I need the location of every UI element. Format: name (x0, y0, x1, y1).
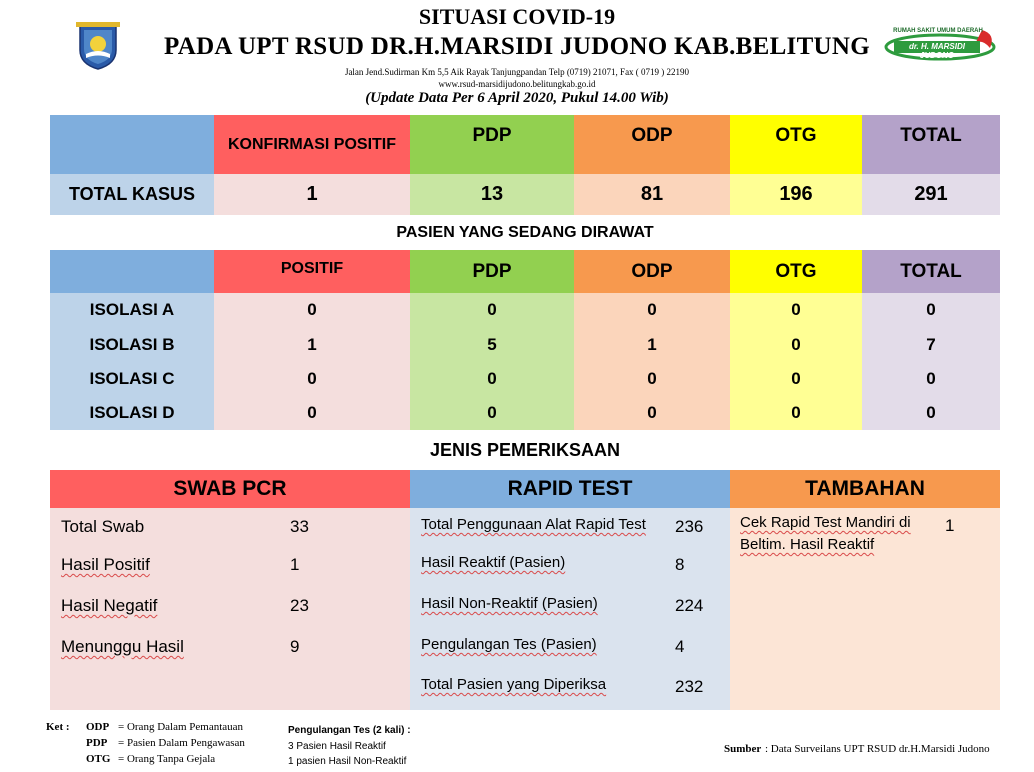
legend-abbr: ODP (86, 721, 110, 733)
repeat-test-line: 3 Pasien Hasil Reaktif (288, 741, 386, 752)
hospital-address: Jalan Jend.Sudirman Km 5,5 Aik Rayak Tanjungpandan Telp (0719) 21071, Fax ( 0719 ) 22190 (344, 67, 690, 77)
table-cell: 0 (307, 369, 317, 388)
table-cell: 7 (926, 334, 936, 354)
hospital-website: www.rsud-marsidijudono.belitungkab.go.id (438, 79, 596, 89)
tambahan-value: 1 (945, 516, 955, 535)
repeat-test-title: Pengulangan Tes (2 kali) : (288, 725, 411, 736)
treated-header-positif: POSITIF (214, 250, 410, 293)
swab-item-label: Hasil Negatif (61, 596, 158, 615)
rapid-item-value: 224 (675, 596, 704, 615)
source-text: : Data Surveilans UPT RSUD dr.H.Marsidi Judono (765, 743, 990, 755)
update-date: (Update Data Per 6 April 2020, Pukul 14.00 Wib) (365, 90, 669, 106)
summary-header-odp: ODP (574, 115, 730, 174)
table-cell: 1 (307, 334, 317, 354)
summary-row-label: TOTAL KASUS (50, 174, 214, 215)
table-cell: 0 (791, 334, 801, 354)
table-cell: 0 (647, 403, 657, 422)
tambahan-panel-title: TAMBAHAN (730, 470, 1000, 508)
treated-header-pdp: PDP (410, 250, 574, 293)
source-label: Sumber (724, 743, 762, 755)
table-cell: 0 (487, 403, 497, 422)
rapid-item-label: Hasil Reaktif (Pasien) (421, 554, 566, 571)
rapid-item-label: Total Penggunaan Alat Rapid Test (421, 516, 646, 533)
repeat-test-line: 1 pasien Hasil Non-Reaktif (288, 756, 407, 767)
table-cell: 0 (926, 300, 936, 319)
rapid-item-label: Pengulangan Tes (Pasien) (421, 636, 597, 653)
table-cell: 5 (487, 334, 497, 354)
swab-item-value: 23 (290, 596, 309, 615)
rapid-item-value: 236 (675, 517, 704, 536)
table-cell: 0 (307, 403, 317, 422)
table-cell: 0 (926, 403, 936, 422)
swab-item-label: Total Swab (61, 517, 145, 536)
treated-header-otg: OTG (730, 250, 862, 293)
swab-panel-title: SWAB PCR (50, 470, 410, 508)
table-cell: 0 (307, 300, 317, 319)
table-cell: 1 (647, 334, 657, 354)
legend-label: Ket : (46, 721, 70, 733)
table-cell: 0 (487, 300, 497, 319)
summary-header-total: TOTAL (862, 115, 1000, 174)
rapid-item-value: 232 (675, 677, 704, 696)
swab-panel (50, 508, 410, 710)
treated-corner-cell (50, 250, 214, 293)
rapid-panel-title: RAPID TEST (410, 470, 730, 508)
tambahan-text-line1: Cek Rapid Test Mandiri di (740, 514, 911, 531)
rapid-item-value: 8 (675, 555, 685, 574)
table-cell: 0 (487, 369, 497, 388)
page-title-line1: SITUASI COVID-19 (418, 4, 616, 29)
page-title-line2: PADA UPT RSUD DR.H.MARSIDI JUDONO KAB.BELITUNG (164, 33, 870, 60)
treated-row-label: ISOLASI D (89, 403, 175, 422)
rapid-item-label: Hasil Non-Reaktif (Pasien) (421, 595, 598, 612)
summary-header-positif: KONFIRMASI POSITIF (214, 115, 410, 174)
summary-corner-cell (50, 115, 214, 174)
table-cell: 0 (791, 403, 801, 422)
rapid-item-label: Total Pasien yang Diperiksa (421, 676, 607, 693)
table-cell: 0 (926, 369, 936, 388)
treated-row-label: ISOLASI B (89, 334, 175, 354)
legend-abbr: OTG (86, 753, 111, 765)
legend-abbr: PDP (86, 737, 108, 749)
table-cell: 0 (647, 369, 657, 388)
treated-header-total: TOTAL (862, 250, 1000, 293)
rapid-panel (410, 508, 730, 710)
rapid-item-value: 4 (675, 637, 685, 656)
summary-value-positif: 1 (214, 174, 410, 215)
hospital-logo (884, 26, 1002, 62)
summary-header-pdp: PDP (410, 115, 574, 174)
summary-header-otg: OTG (730, 115, 862, 174)
tambahan-text-line2: Beltim. Hasil Reaktif (740, 536, 875, 553)
treated-row-label: ISOLASI C (89, 369, 175, 388)
table-cell: 0 (791, 369, 801, 388)
treated-header-odp: ODP (574, 250, 730, 293)
summary-value-otg: 196 (730, 174, 862, 215)
swab-item-label: Hasil Positif (61, 555, 150, 574)
legend-text: = Pasien Dalam Pengawasan (118, 737, 245, 749)
hospital-logo-caption: RUMAH SAKIT UMUM DAERAH (893, 28, 983, 34)
legend-text: = Orang Dalam Pemantauan (118, 721, 244, 733)
summary-value-total: 291 (862, 174, 1000, 215)
hospital-logo-name: dr. H. MARSIDI JUDONO (908, 42, 965, 60)
table-cell: 0 (647, 300, 657, 319)
swab-item-value: 33 (290, 517, 309, 536)
treated-section-title: PASIEN YANG SEDANG DIRAWAT (396, 224, 654, 241)
table-cell: 0 (791, 300, 801, 319)
swab-item-value: 9 (290, 637, 300, 656)
summary-value-odp: 81 (574, 174, 730, 215)
exams-section-title: JENIS PEMERIKSAAN (429, 440, 621, 460)
swab-item-label: Menunggu Hasil (61, 637, 184, 656)
tambahan-panel (730, 508, 1000, 710)
summary-value-pdp: 13 (410, 174, 574, 215)
legend-text: = Orang Tanpa Gejala (118, 753, 216, 765)
swab-item-value: 1 (290, 555, 300, 574)
treated-row-label: ISOLASI A (89, 300, 175, 319)
